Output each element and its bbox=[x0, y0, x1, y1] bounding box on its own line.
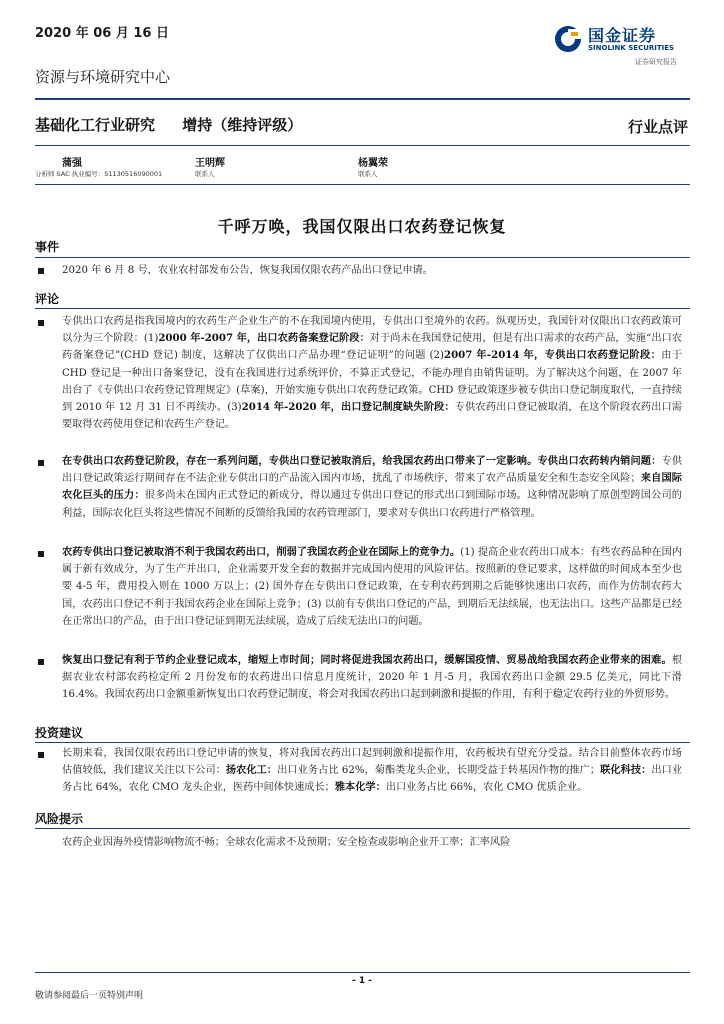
comment-paragraph-3: 农药专供出口登记被取消不利于我国农药出口，削弱了我国农药企业在国际上的竞争力。(1) 提高企业农药出口成本：有些农药品种在国内属于新有效成分，为了生产并出口，企业需要开发全套的数据并完成国内使用的风险评估。按照新的登记要求，这样做的时间成本至少也要 4-5 年，费用投入则在 1000 万以上；(2) 国外存在专供出口登记政策，在专利农药到期之后能够快速出口农药，而作为仿制农药大国，农药出口登记不利于我国农药企业在国际上竞争；(3) 以前有专供出口登记的产品，到期后无法续展，也无法出口。这些产品都是已经在正常出口的产品，由于出口登记证到期无法续展，造成了后续无法出口的问题。 bbox=[62, 546, 683, 627]
author-role: 联系人 bbox=[358, 170, 378, 178]
section-heading-advice: 投资建议 bbox=[35, 726, 84, 740]
author-role: 联系人 bbox=[195, 170, 215, 178]
bullet-icon bbox=[38, 268, 44, 274]
author-name: 杨翼荣 bbox=[358, 158, 388, 169]
logo-mark bbox=[553, 24, 583, 58]
author-role: 分析师 SAC 执业编号：S1130516090001 bbox=[35, 170, 163, 178]
logo-subtitle: 证券研究报告 bbox=[635, 58, 677, 66]
event-text: 2020 年 6 月 8 号，农业农村部发布公告，恢复我国仅限农药产品出口登记申请。 bbox=[62, 265, 433, 276]
section-divider bbox=[35, 257, 690, 258]
sinolink-logo-icon bbox=[553, 24, 583, 54]
bullet-icon bbox=[38, 460, 44, 466]
section-heading-comment: 评论 bbox=[35, 292, 60, 306]
author-name: 王明辉 bbox=[195, 158, 225, 169]
industry-label: 基础化工行业研究 bbox=[35, 116, 156, 134]
logo-en-text: SINOLINK SECURITIES bbox=[588, 44, 675, 52]
section-heading-risk: 风险提示 bbox=[35, 812, 84, 826]
author-name: 蒲强 bbox=[62, 158, 82, 169]
section-divider bbox=[35, 308, 690, 309]
author-divider bbox=[35, 184, 690, 185]
section-divider bbox=[35, 828, 690, 829]
risk-text: 农药企业因海外疫情影响物流不畅；全球农化需求不及预期；安全检查或影响企业开工率；汇率风险 bbox=[62, 837, 511, 848]
bullet-icon bbox=[38, 551, 44, 557]
header-divider bbox=[35, 98, 690, 100]
industry-rating-row bbox=[35, 114, 324, 135]
comment-paragraph-1: 专供出口农药是指我国境内的农药生产企业生产的不在我国境内使用，专供出口至境外的农药。纵观历史，我国针对仅限出口农药政策可以分为三个阶段：(1)2000 年-2007 年，出口农药备案登记阶段：对于尚未在我国登记使用，但是有出口需求的农药产品，实施“出口农药备案登记”(CHD 登记) 制度，这解决了仅供出口产品办理“登记证明”的问题 (2)2007 年-2014 年，专供出口农药登记阶段：由于 CHD 登记是一种出口备案登记，没有在我国进行过系统评价，不算正式登记，不能办理自由销售证明。为了解决这个问题，在 2007 年出台了《专供出口农药登记管理规定》(草案)，开始实施专供出口农药登记政策。CHD 登记政策逐步被专供出口登记制度取代，一直持续到 2010 年 12 月 31 日不再续办。(3)2014 年-2020 年，出口登记制度缺失阶段：专供农药出口登记被取消，在这个阶段农药出口需要取得农药使用登记和农药生产登记。 bbox=[62, 316, 683, 431]
bullet-icon bbox=[38, 659, 44, 665]
comment-paragraph-4: 恢复出口登记有利于节约企业登记成本，缩短上市时间；同时将促进我国农药出口，缓解国疫情、贸易战给我国农药企业带来的困难。根据农业农村部农药检定所 2 月份发布的农药进出口信息月度统计，2020 年 1 月-5 月，我国农药出口金额 29.5 亿美元，同比下滑 16.4%。我国农药出口金额重新恢复出口农药登记制度，将会对我国农药出口起到刺激和提振的作用，有利于稳定农药行业的外贸形势。 bbox=[62, 654, 682, 701]
advice-paragraph: 长期来看，我国仅限农药出口登记申请的恢复，将对我国农药出口起到刺激和提振作用，农药板块有望充分受益。结合目前整体农药市场估值较低，我们建议关注以下公司：扬农化工：出口业务占比 62%，菊酯类龙头企业，长期受益于转基因作物的推广；联化科技：出口业务占比 64%，农化 CMO 龙头企业，医药中间体快速成长；雅本化学：出口业务占比 66%，农化 CMO 优质企业。 bbox=[62, 748, 683, 794]
document-title: 千呼万唤，我国仅限出口农药登记恢复 bbox=[217, 217, 507, 236]
bullet-icon bbox=[38, 320, 44, 326]
title-divider bbox=[35, 145, 690, 146]
section-divider bbox=[35, 742, 690, 743]
department-name: 资源与环境研究中心 bbox=[35, 68, 171, 86]
rating-label: 增持（维持评级） bbox=[182, 116, 303, 134]
report-date: 2020 年 06 月 16 日 bbox=[35, 26, 169, 41]
section-heading-event: 事件 bbox=[35, 240, 60, 254]
logo-cn-text: 国金证券 bbox=[588, 26, 657, 45]
bullet-icon bbox=[38, 752, 44, 758]
report-type: 行业点评 bbox=[627, 118, 688, 136]
footer-divider bbox=[35, 972, 690, 973]
page-number: - 1 - bbox=[352, 976, 372, 986]
comment-paragraph-2: 在专供出口农药登记阶段，存在一系列问题，专供出口登记被取消后，给我国农药出口带来了一定影响。专供出口农药转内销问题：专供出口登记政策运行期间存在不法企业专供出口的产品流入国内市场，扰乱了市场秩序，带来了农产品质量安全和生态安全风险；来自国际农化巨头的压力：很多尚未在国内正式登记的新成分，得以通过专供出口登记的形式出口到国际市场。这种情况影响了原创型跨国公司的利益，国际农化巨头将这些情况不间断的反馈给我国的农药管理部门，要求对专供出口农药进行严格管理。 bbox=[62, 455, 683, 519]
footer-disclaimer: 敬请参阅最后一页特别声明 bbox=[35, 991, 144, 1001]
